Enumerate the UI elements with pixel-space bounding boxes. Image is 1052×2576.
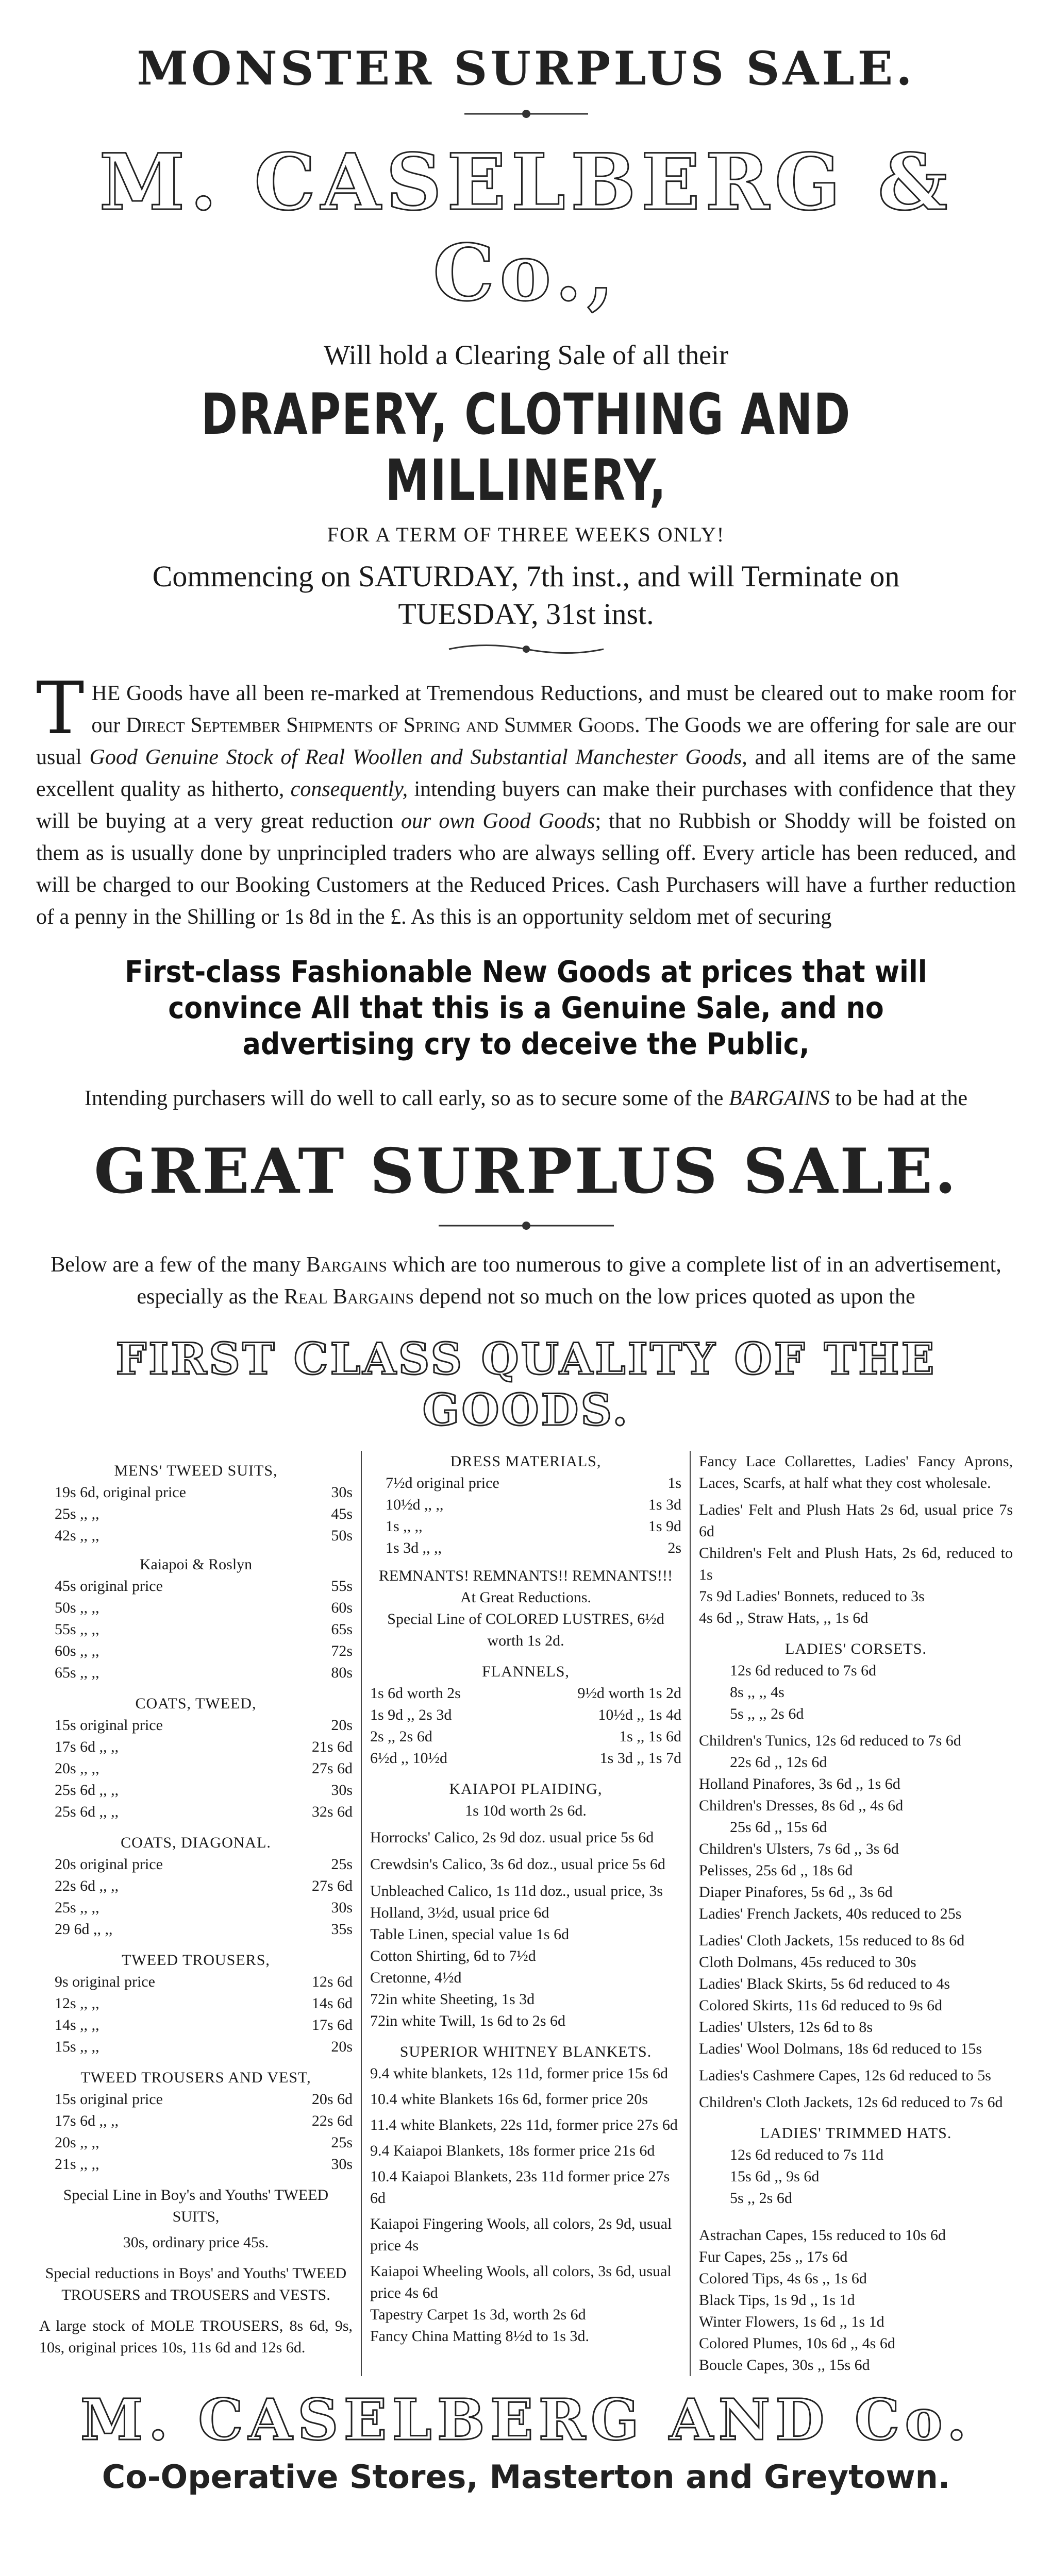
childrens-dresses-2: 25s 6d ,, 15s 6d [730, 1819, 827, 1836]
price-row: 45s original price 55s [55, 1578, 353, 1595]
calico-item: Unbleached Calico, 1s 11d doz., usual price, 3s [370, 1883, 663, 1900]
pelisses: Pelisses, 25s 6d ,, 18s 6d [699, 1862, 853, 1879]
cashmere-capes: Ladies's Cashmere Capes, 12s 6d reduced to 5s [699, 2067, 991, 2084]
price-row: 12s ,, ,, 14s 6d [55, 1995, 353, 2012]
price-row: 20s ,, ,, 25s [55, 2134, 353, 2151]
linen-item: Table Linen, special value 1s 6d [370, 1926, 570, 1943]
price-row: 6½d ,, 10½d 1s 3d ,, 1s 7d [370, 1750, 681, 1767]
blanket-item: 9.4 white blankets, 12s 11d, former price 15s 6d [370, 2065, 668, 2082]
price-row: 19s 6d, original price 30s [55, 1484, 353, 1501]
section-coats-tweed: COATS, TWEED, [135, 1695, 257, 1712]
childrens-cloth-jackets: Children's Cloth Jackets, 12s 6d reduced to 7s 6d [699, 2094, 1003, 2111]
price-row: 15s 6d ,, 9s 6d [730, 2168, 820, 2185]
price-row: 15s original price 20s 6d [55, 2091, 353, 2108]
price-row: 12s 6d reduced to 7s 6d [730, 1662, 877, 1679]
price-row: 65s ,, ,, 80s [55, 1664, 353, 1681]
childrens-dresses: Children's Dresses, 8s 6d ,, 4s 6d [699, 1797, 904, 1814]
astrachan-capes: Astrachan Capes, 15s reduced to 10s 6d [699, 2227, 946, 2244]
calico-item: Horrocks' Calico, 2s 9d doz. usual price 5s 6d [370, 1829, 654, 1846]
mole-trousers: A large stock of MOLE TROUSERS, 8s 6d, 9s, 10s, original prices 10s, 11s 6d and 12s 6d. [39, 2317, 353, 2356]
price-row: 22s 6d ,, ,, 27s 6d [55, 1877, 353, 1894]
price-row: 15s original price 20s [55, 1717, 353, 1734]
three-weeks-line: FOR A TERM OF THREE WEEKS ONLY! [327, 523, 725, 546]
price-row: 8s ,, ,, 4s [730, 1684, 784, 1701]
holland-pinafores: Holland Pinafores, 3s 6d ,, 1s 6d [699, 1775, 900, 1792]
winter-flowers: Winter Flowers, 1s 6d ,, 1s 1d [699, 2313, 884, 2330]
price-row: 25s 6d ,, ,, 30s [55, 1782, 353, 1799]
price-row: 42s ,, ,, 50s [55, 1527, 353, 1544]
intro-paragraph: THE Goods have all been re-marked at Tremendous Reductions, and must be cleared out to make room for our Direct September Shipments of Spring and Summer Goods. The Goods we are offering for sale are our usual Good Genuine Stock of Real Woollen and Substantial Manchester Goods, and all items are of the same excellent quality as hitherto, consequently, intending buyers can make their purchases with confidence that they will be buying at a very great reduction our own Good Goods; that no Rubbish or Shoddy will be foisted on them as is usually done by unprincipled traders who are always selling off. Every article has been reduced, and will be charged to our Booking Customers at the Reduced Prices. Cash Purchasers will have a further reduction of a penny in the Shilling or 1s 8d in the £. As this is an opportunity seldom met of securing [36, 667, 1016, 929]
section-tweed-trousers: TWEED TROUSERS, [122, 1952, 270, 1969]
blanket-item: 11.4 white Blankets, 22s 11d, former price 27s 6d [370, 2116, 678, 2133]
ladies-bonnets: 7s 9d Ladies' Bonnets, reduced to 3s [699, 1588, 925, 1605]
blanket-item: 10.4 white Blankets 16s 6d, former price 20s [370, 2091, 648, 2108]
price-row: 17s 6d ,, ,, 22s 6d [55, 2112, 353, 2129]
linen-item: Cotton Shirting, 6d to 7½d [370, 1947, 536, 1964]
price-row: 17s 6d ,, ,, 21s 6d [55, 1738, 353, 1755]
commencing-line: Commencing on SATURDAY, 7th inst., and will Terminate on [152, 560, 900, 593]
blanket-item: 9.4 Kaiapoi Blankets, 18s former price 21s 6d [370, 2142, 655, 2159]
linen-item: Cretonne, 4½d [370, 1969, 462, 1986]
cloth-dolmans: Cloth Dolmans, 45s reduced to 30s [699, 1954, 916, 1971]
price-row: 9s original price 12s 6d [55, 1973, 353, 1990]
fur-capes: Fur Capes, 25s ,, 17s 6d [699, 2248, 848, 2265]
section-dress-materials: DRESS MATERIALS, [450, 1453, 602, 1470]
price-row: 55s ,, ,, 65s [55, 1621, 353, 1638]
section-trimmed-hats: LADIES' TRIMMED HATS. [760, 2125, 952, 2142]
price-row: 2s ,, 2s 6d 1s ,, 1s 6d [370, 1728, 681, 1745]
price-row: 15s ,, ,, 20s [55, 2038, 353, 2055]
ladies-ulsters: Ladies' Ulsters, 12s 6d to 8s [699, 2019, 873, 2036]
price-row: 25s ,, ,, 30s [55, 1899, 353, 1916]
price-row: 20s ,, ,, 27s 6d [55, 1760, 353, 1777]
price-row: 50s ,, ,, 60s [55, 1599, 353, 1616]
mens-clothing-column [31, 1451, 361, 2376]
section-ladies-corsets: LADIES' CORSETS. [785, 1640, 927, 1657]
price-row: 1s 3d ,, ,, 2s [386, 1539, 681, 1556]
blanket-item: 10.4 Kaiapoi Blankets, 23s 11d former price 27s 6d [370, 2168, 670, 2207]
french-jackets: Ladies' French Jackets, 40s reduced to 25s [699, 1905, 962, 1922]
colored-lustres: Special Line of COLORED LUSTRES, 6½d worth 1s 2d. [387, 1611, 664, 1649]
wool-item: Kaiapoi Wheeling Wools, all colors, 3s 6d, usual price 4s 6d [370, 2263, 672, 2301]
quality-heading: FIRST CLASS QUALITY OF THE GOODS. [115, 1333, 937, 1435]
section-trousers-vest: TWEED TROUSERS AND VEST, [80, 2069, 311, 2086]
great-surplus-sale-title: GREAT SURPLUS SALE. [94, 1135, 958, 1208]
clearing-sale-line: Will hold a Clearing Sale of all their [323, 340, 729, 370]
price-row: 1s 9d ,, 2s 3d 10½d ,, 1s 4d [370, 1706, 681, 1723]
lace-collarettes: Fancy Lace Collarettes, Ladies' Fancy Aprons, Laces, Scarfs, at half what they cost wholesale. [699, 1453, 1013, 1492]
ornament-rule-3 [433, 1218, 619, 1233]
section-coats-diagonal: COATS, DIAGONAL. [121, 1834, 271, 1851]
drop-cap: T [36, 667, 85, 751]
childrens-tunics: Children's Tunics, 12s 6d reduced to 7s 6d [699, 1732, 961, 1749]
black-tips: Black Tips, 1s 9d ,, 1s 1d [699, 2292, 855, 2309]
price-list-columns [31, 1451, 1021, 2376]
linen-item: Holland, 3½d, usual price 6d [370, 1904, 549, 1921]
colored-skirts: Colored Skirts, 11s 6d reduced to 9s 6d [699, 1997, 943, 2014]
price-row: 12s 6d reduced to 7s 11d [730, 2146, 884, 2163]
footer-firm-name: M. CASELBERG AND Co. [80, 2386, 972, 2453]
black-skirts: Ladies' Black Skirts, 5s 6d reduced to 4s [699, 1975, 950, 1992]
millinery-column [691, 1451, 1021, 2376]
great-reductions-line: At Great Reductions. [460, 1589, 592, 1606]
plaiding-price: 1s 10d worth 2s 6d. [465, 1802, 587, 1819]
price-row: 21s ,, ,, 30s [55, 2156, 353, 2173]
section-kaiapoi-roslyn: Kaiapoi & Roslyn [139, 1556, 253, 1573]
carpet-item: Tapestry Carpet 1s 3d, worth 2s 6d [370, 2306, 586, 2323]
colored-tips: Colored Tips, 4s 6s ,, 1s 6d [699, 2270, 867, 2287]
felt-hats: Ladies' Felt and Plush Hats 2s 6d, usual price 7s 6d [699, 1501, 1013, 1540]
special-reductions: Special reductions in Boys' and Youths' TWEED TROUSERS and TROUSERS and VESTS. [45, 2265, 347, 2303]
colored-plumes: Colored Plumes, 10s 6d ,, 4s 6d [699, 2335, 895, 2352]
diaper-pinafores: Diaper Pinafores, 5s 6d ,, 3s 6d [699, 1884, 893, 1901]
section-flannels: FLANNELS, [482, 1663, 570, 1680]
cloth-jackets: Ladies' Cloth Jackets, 15s reduced to 8s 6d [699, 1932, 965, 1949]
price-row: 20s original price 25s [55, 1856, 353, 1873]
calico-item: Crewdsin's Calico, 3s 6d doz., usual price 5s 6d [370, 1856, 665, 1873]
drapery-column [361, 1451, 691, 2376]
price-row: 5s ,, 2s 6d [730, 2190, 792, 2207]
linen-item: 72in white Twill, 1s 6d to 2s 6d [370, 2012, 566, 2029]
section-whitney-blankets: SUPERIOR WHITNEY BLANKETS. [399, 2043, 652, 2060]
remnants-heading: REMNANTS! REMNANTS!! REMNANTS!!! [379, 1567, 673, 1584]
intending-purchasers-text: Intending purchasers will do well to call early, so as to secure some of the BARGAINS to be had at the [85, 1087, 967, 1110]
footer-stores-line: Co-Operative Stores, Masterton and Greytown. [102, 2458, 950, 2496]
price-row: 29 6d ,, ,, 35s [55, 1921, 353, 1938]
section-kaiapoi-plaiding: KAIAPOI PLAIDING, [449, 1781, 603, 1798]
linen-item: 72in white Sheeting, 1s 3d [370, 1991, 535, 2008]
special-boys-suits-price: 30s, ordinary price 45s. [123, 2234, 269, 2251]
main-title: MONSTER SURPLUS SALE. [137, 41, 915, 96]
price-row: 14s ,, ,, 17s 6d [55, 2016, 353, 2033]
price-row: 7½d original price 1s [386, 1475, 681, 1492]
drapery-heading: DRAPERY, CLOTHING AND MILLINERY, [201, 381, 851, 513]
childrens-tunics-2: 22s 6d ,, 12s 6d [730, 1754, 827, 1771]
wool-dolmans: Ladies' Wool Dolmans, 18s 6d reduced to 15s [699, 2040, 982, 2057]
terminate-date-line: TUESDAY, 31st inst. [398, 597, 654, 631]
boucle-capes: Boucle Capes, 30s ,, 15s 6d [699, 2357, 870, 2374]
ornament-rule-top [459, 106, 593, 122]
matting-item: Fancy China Matting 8½d to 1s 3d. [370, 2328, 589, 2345]
price-row: 5s ,, ,, 2s 6d [730, 1705, 804, 1722]
ornament-rule-2 [444, 641, 609, 657]
price-row: 10½d ,, ,, 1s 3d [386, 1496, 681, 1513]
price-row: 1s ,, ,, 1s 9d [386, 1518, 681, 1535]
straw-hats: 4s 6d ,, Straw Hats, ,, 1s 6d [699, 1609, 869, 1626]
below-bargains-text: Below are a few of the many Bargains which are too numerous to give a complete list of in an advertisement, especially as the Real Bargains depend not so much on the low prices quoted as upon the [51, 1253, 1001, 1309]
childrens-felt-hats: Children's Felt and Plush Hats, 2s 6d, reduced to 1s [699, 1545, 1013, 1583]
price-row: 25s 6d ,, ,, 32s 6d [55, 1803, 353, 1820]
firm-name: M. CASELBERG & Co., [99, 137, 953, 318]
special-boys-suits: Special Line in Boy's and Youths' TWEED SUITS, [63, 2187, 329, 2225]
fashionable-goods-banner: First-class Fashionable New Goods at prices that will convince All that this is a Genuine Sale, and no advertising cry to deceive the Public, [125, 954, 927, 1061]
wool-item: Kaiapoi Fingering Wools, all colors, 2s 9d, usual price 4s [370, 2215, 672, 2254]
price-row: 1s 6d worth 2s 9½d worth 1s 2d [370, 1685, 681, 1702]
price-row: 60s ,, ,, 72s [55, 1642, 353, 1659]
childrens-ulsters: Children's Ulsters, 7s 6d ,, 3s 6d [699, 1840, 899, 1857]
price-row: 25s ,, ,, 45s [55, 1505, 353, 1522]
section-mens-tweed-suits: MENS' TWEED SUITS, [114, 1462, 278, 1479]
